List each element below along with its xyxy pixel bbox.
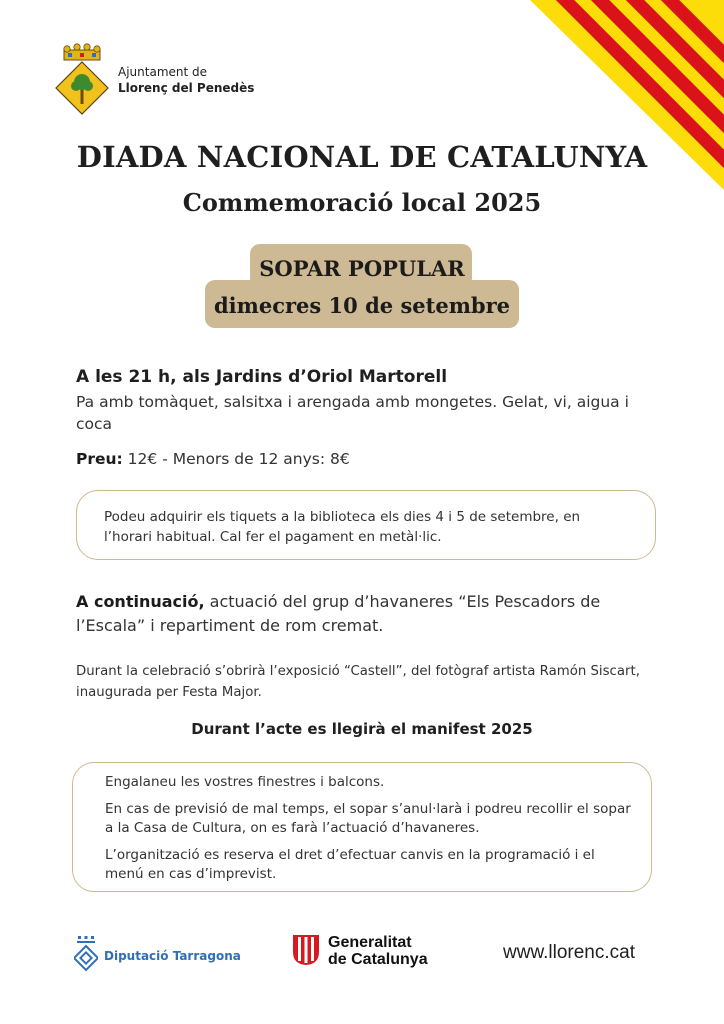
continuation-paragraph xyxy=(76,590,656,638)
dinner-heading: A les 21 h, als Jardins d’Oriol Martorell xyxy=(76,367,448,387)
note-item: L’organització es reserva el dret d’efectuar canvis en la programació i el menú en cas d’imprevist. xyxy=(105,847,595,882)
municipality-line2: Llorenç del Penedès xyxy=(118,81,255,95)
tickets-note: Podeu adquirir els tiquets a la biblioteca els dies 4 i 5 de setembre, en l’horari habitual. Cal fer el pagament en metàl·lic. xyxy=(104,509,581,545)
coat-of-arms-icon xyxy=(55,42,109,116)
note-item: En cas de previsió de mal temps, el sopar s’anul·larà i podreu recollir el sopar a la Casa de Cultura, on es farà l’actuació d’havaneres. xyxy=(105,801,631,836)
price-label: Preu: xyxy=(76,450,123,468)
generalitat-line2: de Catalunya xyxy=(328,951,428,968)
price-value: 12€ - Menors de 12 anys: 8€ xyxy=(122,450,350,468)
generalitat-line1: Generalitat xyxy=(328,934,412,951)
continuation-text: actuació del grup d’havaneres “Els Pescadors de l’Escala” i repartiment de rom cremat. xyxy=(76,592,601,635)
price-line xyxy=(76,450,350,468)
generalitat-name xyxy=(328,934,428,968)
municipality-name xyxy=(118,64,254,96)
municipality-line1: Ajuntament de xyxy=(118,65,208,79)
continuation-lead: A continuació, xyxy=(76,592,205,611)
diputacio-name: Diputació Tarragona xyxy=(104,949,241,963)
diputacio-tarragona-logo-icon xyxy=(74,936,98,972)
exhibition-note: Durant la celebració s’obrirà l’exposició “Castell”, del fotògraf artista Ramón Siscart, inaugurada per Festa Major. xyxy=(76,664,640,700)
website-url: www.llorenc.cat xyxy=(503,942,635,963)
dinner-menu: Pa amb tomàquet, salsitxa i arengada amb mongetes. Gelat, vi, aigua i coca xyxy=(76,393,629,433)
event-name: SOPAR POPULAR xyxy=(259,256,465,281)
generalitat-logo-icon xyxy=(292,934,320,966)
page-subtitle: Commemoració local 2025 xyxy=(182,188,542,217)
page-title: DIADA NACIONAL DE CATALUNYA xyxy=(76,140,648,174)
manifest-heading: Durant l’acte es llegirà el manifest 2025 xyxy=(191,720,533,738)
notes-list xyxy=(105,773,635,892)
note-item: Engalaneu les vostres finestres i balcons. xyxy=(105,774,385,790)
event-date: dimecres 10 de setembre xyxy=(213,293,511,318)
